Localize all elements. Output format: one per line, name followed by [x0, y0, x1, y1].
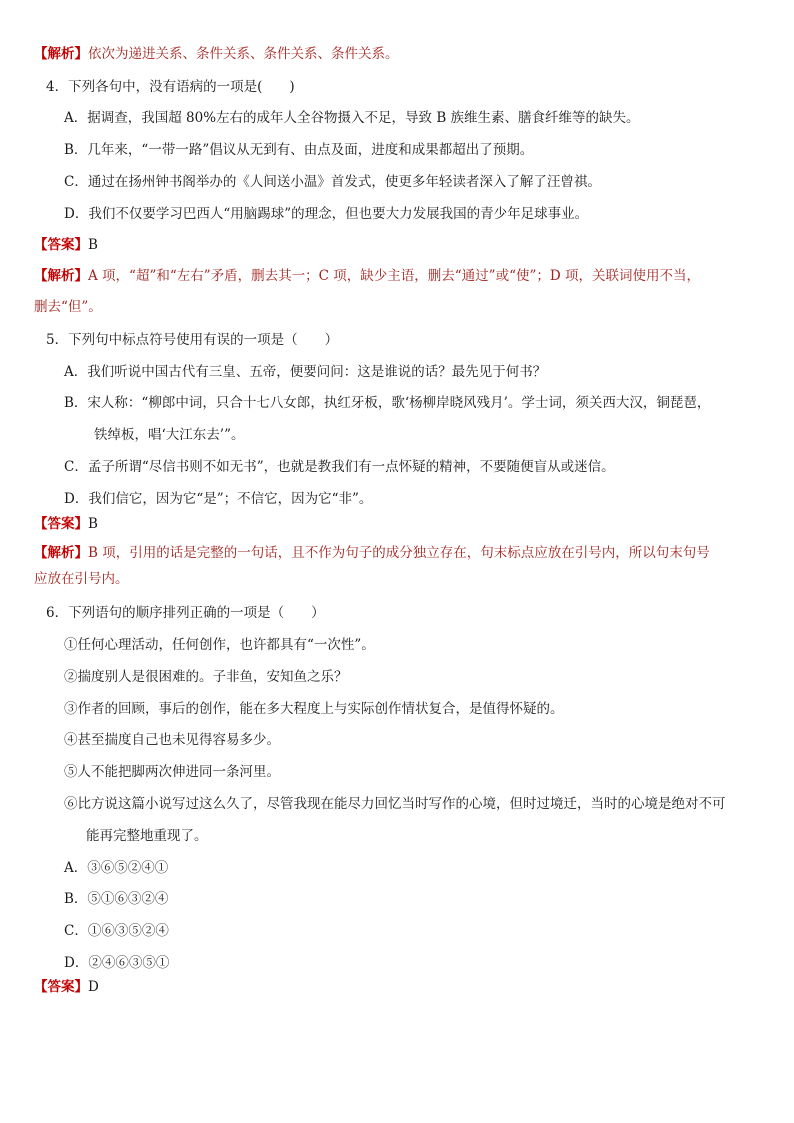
q4-option-b: B．几年来，“一带一路”倡议从无到有、由点及面，进度和成果都超出了预期。 — [64, 142, 534, 158]
q6-answer — [34, 977, 99, 997]
q6-sentence-5: ⑤人不能把脚两次伸进同一条河里。 — [64, 764, 280, 780]
q5-analysis — [34, 543, 710, 563]
q4-answer — [34, 235, 98, 255]
q5-option-a: A．我们听说中国古代有三皇、五帝，便要问问：这是谁说的话？最先见于何书？ — [64, 364, 547, 380]
answer-label: 【答案】 — [34, 979, 88, 995]
q6-answer-value: D — [88, 979, 99, 995]
q5-answer — [34, 514, 98, 534]
q5-analysis-line2: 应放在引号内。 — [34, 571, 129, 587]
q5-option-d: D．我们信它，因为它“是”；不信它，因为它“非”。 — [64, 491, 373, 507]
q6-sentence-3: ③作者的回顾，事后的创作，能在多大程度上与实际创作情状复合，是值得怀疑的。 — [64, 701, 564, 717]
q4-option-d: D．我们不仅要学习巴西人“用脑踢球”的理念，但也要大力发展我国的青少年足球事业。 — [64, 206, 589, 222]
analysis-label: 【解析】 — [34, 545, 88, 561]
answer-label: 【答案】 — [34, 237, 88, 253]
q4-analysis-line2: 删去“但”。 — [34, 299, 102, 315]
q4-analysis — [34, 266, 700, 286]
q5-stem: 5．下列句中标点符号使用有误的一项是（ ） — [46, 332, 339, 348]
q6-sentence-2: ②揣度别人是很困难的。子非鱼，安知鱼之乐？ — [64, 669, 348, 685]
q6-option-b: B．⑤①⑥③②④ — [64, 891, 169, 907]
q5-option-b-line1: B．宋人称：“柳郎中词，只合十七八女郎，执红牙板，歌‘杨柳岸晓风残月’。学士词，须关西大汉，铜琵琶， — [64, 395, 711, 411]
q5-option-b-line2: 铁绰板，唱‘大江东去’”。 — [94, 427, 245, 443]
analysis-label: 【解析】 — [34, 46, 88, 62]
answer-label: 【答案】 — [34, 516, 88, 532]
q4-answer-value: B — [88, 237, 98, 253]
q6-sentence-6-line2: 能再完整地重现了。 — [86, 828, 208, 844]
q6-sentence-6-line1: ⑥比方说这篇小说写过这么久了，尽管我现在能尽力回忆当时写作的心境，但时过境迁，当时的心境是绝对不可 — [64, 796, 726, 812]
q4-stem: 4．下列各句中，没有语病的一项是( ) — [46, 79, 295, 95]
q6-option-a: A．③⑥⑤②④① — [64, 860, 169, 876]
q6-sentence-4: ④甚至揣度自己也未见得容易多少。 — [64, 732, 280, 748]
q6-option-c: C．①⑥③⑤②④ — [64, 923, 169, 939]
q6-sentence-1: ①任何心理活动，任何创作，也许都具有“一次性”。 — [64, 637, 375, 653]
q4-option-c: C．通过在扬州钟书阁举办的《人间送小温》首发式，使更多年轻读者深入了解了汪曾祺。 — [64, 174, 601, 190]
q4-option-a: A．据调查，我国超 80%左右的成年人全谷物摄入不足，导致 B 族维生素、膳食纤维等的缺失。 — [64, 110, 640, 126]
analysis-label: 【解析】 — [34, 268, 88, 284]
q6-option-d: D．②④⑥③⑤① — [64, 955, 170, 971]
q4-analysis-line1: A 项，“超”和“左右”矛盾，删去其一；C 项，缺少主语，删去“通过”或“使”；D 项，关联词使用不当， — [88, 268, 700, 284]
q3-analysis-text: 依次为递进关系、条件关系、条件关系、条件关系。 — [88, 46, 399, 62]
q6-stem: 6．下列语句的顺序排列正确的一项是（ ） — [46, 605, 325, 621]
q5-option-c: C．孟子所谓“尽信书则不如无书”，也就是教我们有一点怀疑的精神，不要随便盲从或迷信。 — [64, 459, 615, 475]
q5-answer-value: B — [88, 516, 98, 532]
q5-analysis-line1: B 项，引用的话是完整的一句话，且不作为句子的成分独立存在，句末标点应放在引号内，所以句末句号 — [88, 545, 710, 561]
q3-analysis — [34, 44, 399, 64]
